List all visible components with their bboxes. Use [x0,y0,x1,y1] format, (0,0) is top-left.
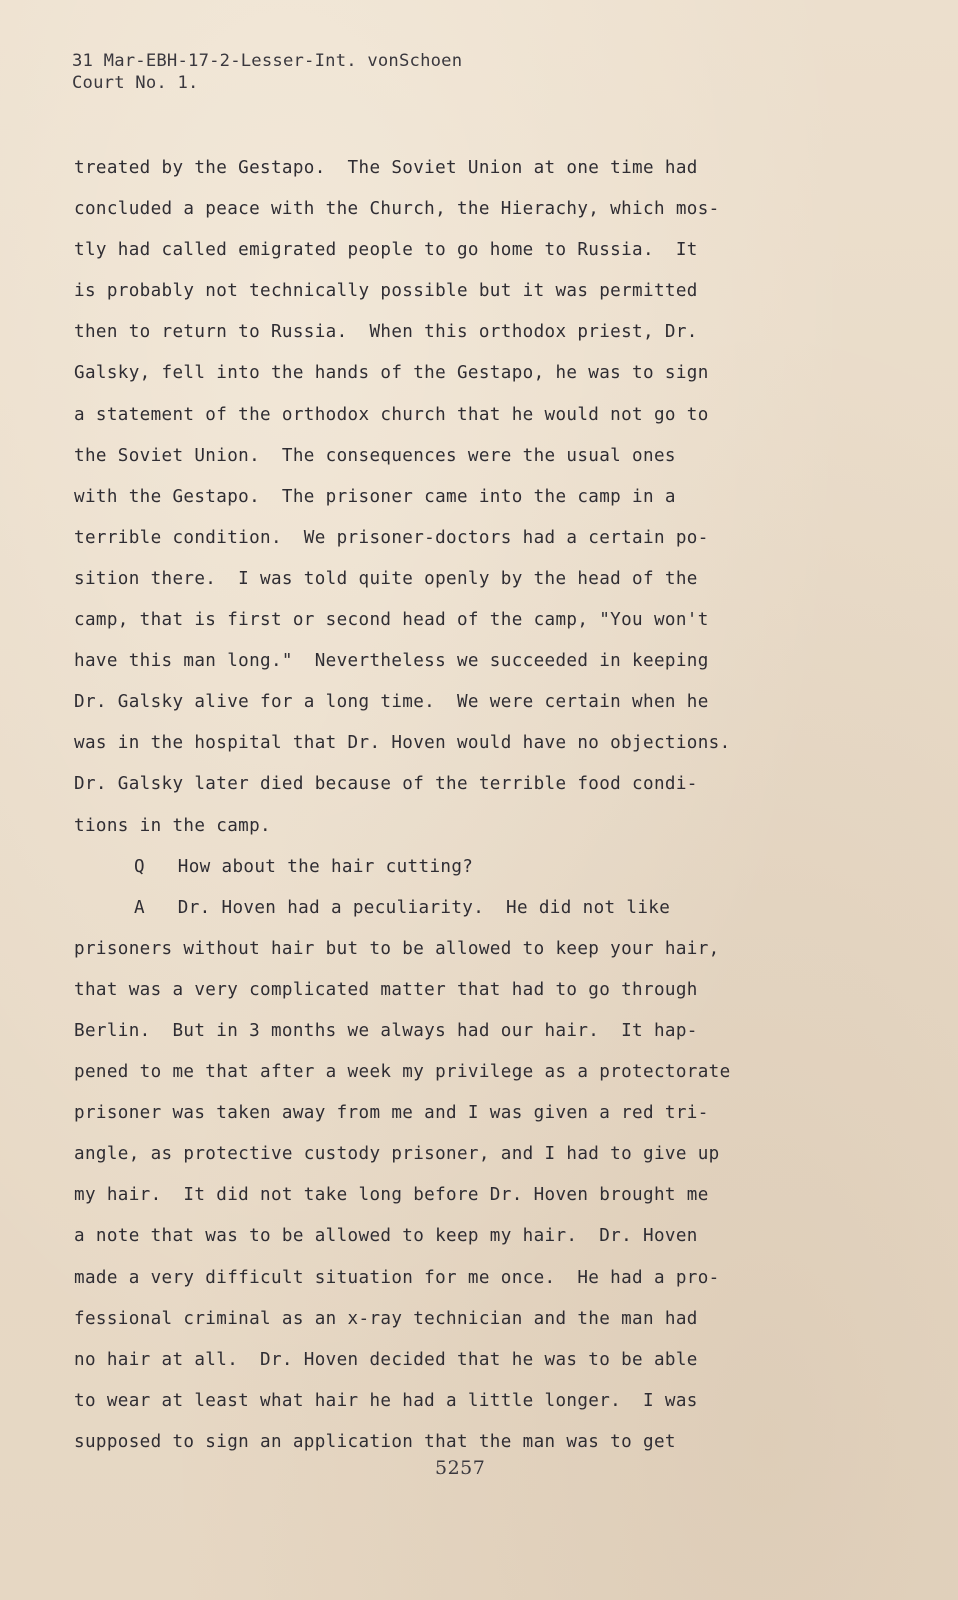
transcript-line: to wear at least what hair he had a little longer. I was [74,1390,698,1411]
transcript-line: was in the hospital that Dr. Hoven would have no objections. [74,733,731,754]
transcript-line: tly had called emigrated people to go home to Russia. It [74,240,698,261]
transcript-line: Dr. Galsky alive for a long time. We were certain when he [74,692,709,713]
transcript-line: my hair. It did not take long before Dr. Hoven brought me [74,1185,709,1206]
page-number: 5257 [435,1457,486,1479]
transcript-line: sition there. I was told quite openly by the head of the [74,568,698,589]
transcript-line: the Soviet Union. The consequences were the usual ones [74,445,676,466]
document-header [72,50,462,94]
transcript-line: treated by the Gestapo. The Soviet Union at one time had [74,158,698,178]
header-court-line: Court No. 1. [72,73,199,93]
transcript-line: supposed to sign an application that the man was to get [74,1431,676,1452]
transcript-line: tions in the camp. [74,815,271,836]
transcript-line: concluded a peace with the Church, the Hierachy, which mos- [74,199,720,220]
answer-line: A Dr. Hoven had a peculiarity. He did not like [134,897,671,918]
transcript-line: prisoners without hair but to be allowed to keep your hair, [74,938,720,959]
transcript-line: that was a very complicated matter that had to go through [74,979,698,1000]
transcript-line: terrible condition. We prisoner-doctors had a certain po- [74,527,709,548]
transcript-line: angle, as protective custody prisoner, and I had to give up [74,1144,720,1165]
transcript-line: made a very difficult situation for me once. He had a pro- [74,1267,720,1288]
transcript-line: with the Gestapo. The prisoner came into the camp in a [74,486,676,507]
transcript-line: no hair at all. Dr. Hoven decided that he was to be able [74,1349,698,1370]
transcript-line: Galsky, fell into the hands of the Gestapo, he was to sign [74,363,709,384]
question-line: Q How about the hair cutting? [134,856,474,877]
header-reference-line: 31 Mar-EBH-17-2-Lesser-Int. vonSchoen [72,51,463,71]
transcript-line: have this man long." Nevertheless we succeeded in keeping [74,651,709,672]
transcript-body [74,148,934,1463]
transcript-line: Dr. Galsky later died because of the terrible food condi- [74,774,698,795]
transcript-line: then to return to Russia. When this orthodox priest, Dr. [74,322,698,343]
transcript-line: a statement of the orthodox church that he would not go to [74,404,709,425]
transcript-line: camp, that is first or second head of the camp, "You won't [74,610,709,631]
transcript-line: Berlin. But in 3 months we always had our hair. It hap- [74,1020,698,1041]
transcript-line: fessional criminal as an x-ray technician and the man had [74,1308,698,1329]
transcript-line: a note that was to be allowed to keep my hair. Dr. Hoven [74,1226,698,1247]
transcript-line: pened to me that after a week my privilege as a protectorate [74,1062,731,1083]
transcript-line: is probably not technically possible but it was permitted [74,281,698,302]
transcript-line: prisoner was taken away from me and I was given a red tri- [74,1103,709,1124]
